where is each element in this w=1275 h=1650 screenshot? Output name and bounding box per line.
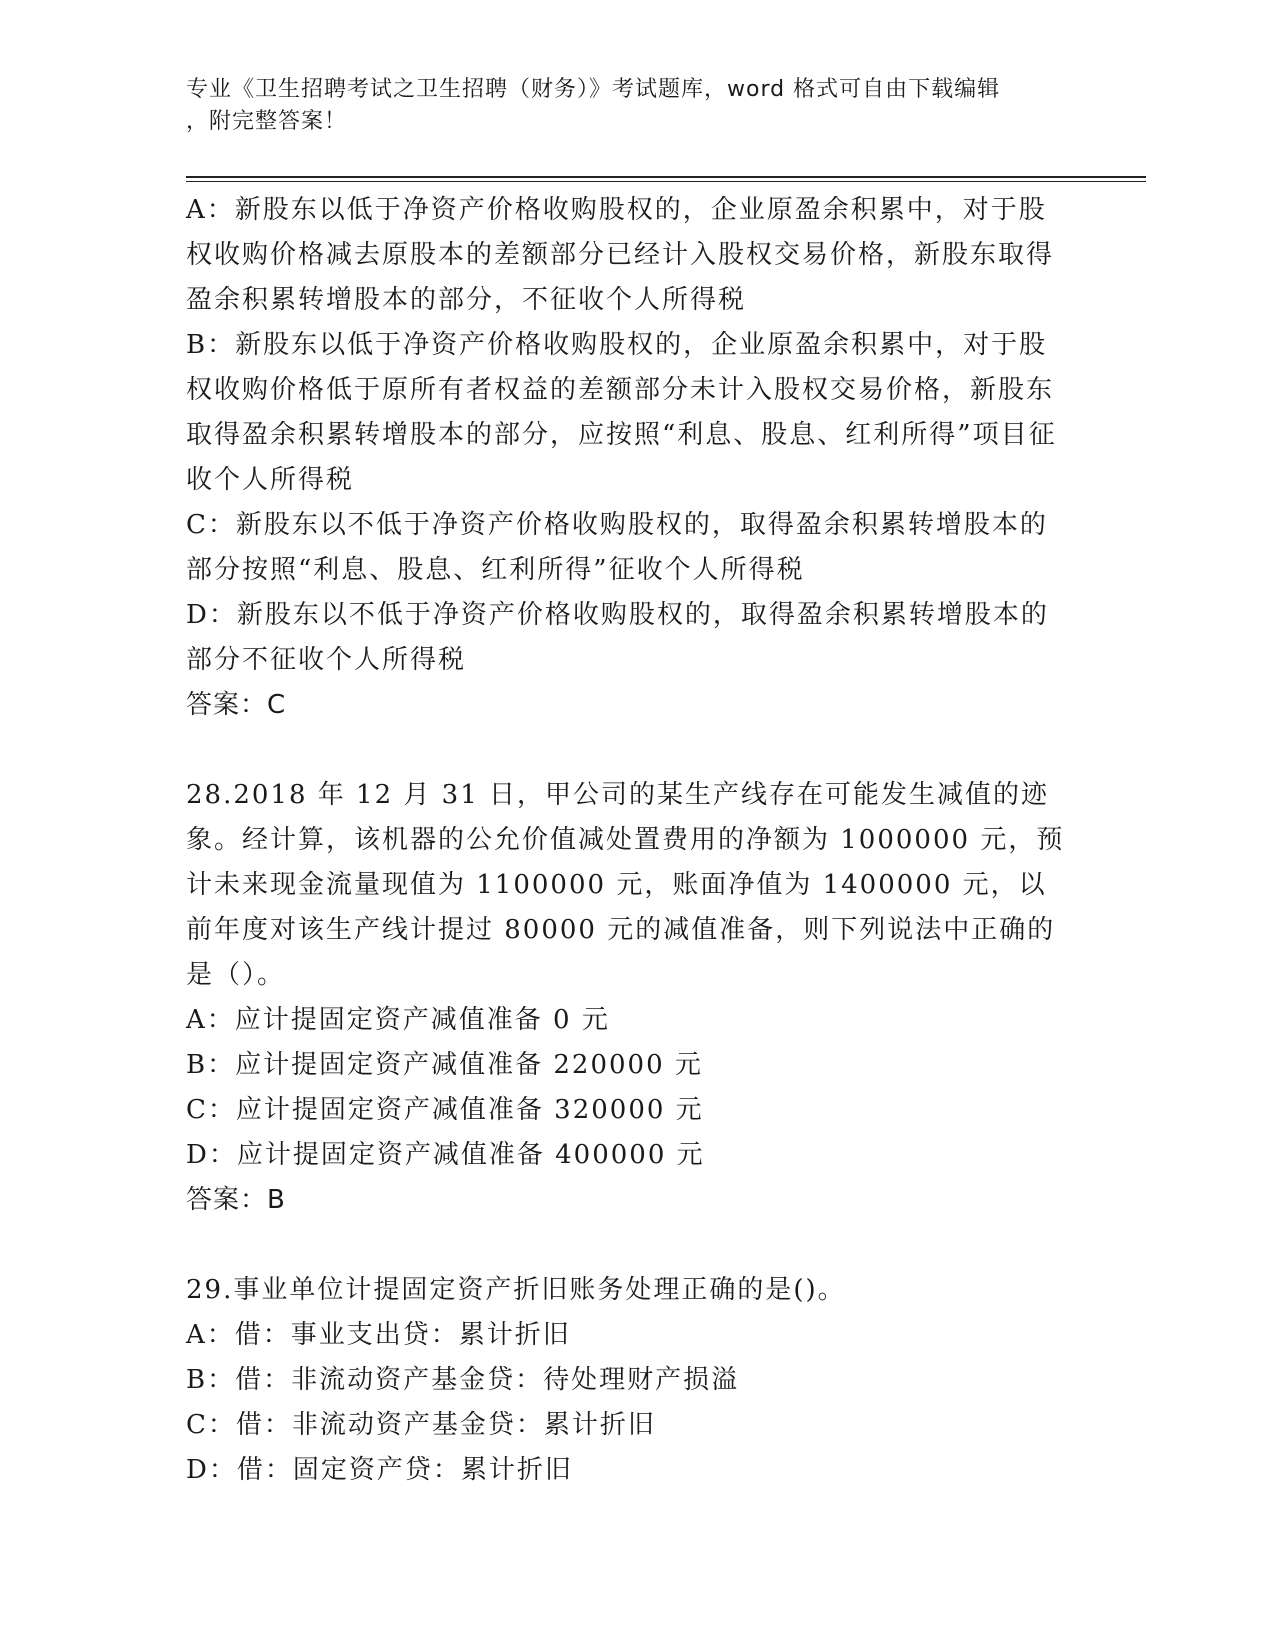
- spacer: [186, 1223, 1066, 1268]
- q29-option-a: A：借：事业支出贷：累计折旧: [186, 1320, 571, 1350]
- q28-option-d: D：应计提固定资产减值准备 400000 元: [186, 1140, 705, 1170]
- document-body: [186, 188, 1066, 1493]
- q28-stem: 28.2018 年 12 月 31 日，甲公司的某生产线存在可能发生减值的迹象。经计算，该机器的公允价值减处置费用的净额为 1000000 元，预计未来现金流量现值为 1100000 元，账面净值为 1400000 元，以前年度对该生产线计提过 80000 元的减值准备，则下列说法中正确的是（）。: [186, 780, 1065, 990]
- q28-option-a: A：应计提固定资产减值准备 0 元: [186, 1005, 610, 1035]
- spacer: [186, 728, 1066, 773]
- q29-option-d: D：借：固定资产贷：累计折旧: [186, 1455, 573, 1485]
- q27-option-c: C：新股东以不低于净资产价格收购股权的，取得盈余积累转增股本的部分按照“利息、股息、红利所得”征收个人所得税: [186, 510, 1048, 585]
- question-27: [186, 188, 1066, 728]
- q27-option-d: D：新股东以不低于净资产价格收购股权的，取得盈余积累转增股本的部分不征收个人所得税: [186, 600, 1049, 675]
- q27-option-a: A：新股东以低于净资产价格收购股权的，企业原盈余积累中，对于股权收购价格减去原股本的差额部分已经计入股权交易价格，新股东取得盈余积累转增股本的部分，不征收个人所得税: [186, 195, 1055, 315]
- q28-option-b: B：应计提固定资产减值准备 220000 元: [186, 1050, 703, 1080]
- q29-option-c: C：借：非流动资产基金贷：累计折旧: [186, 1410, 656, 1440]
- header-line-1: 专业《卫生招聘考试之卫生招聘（财务）》考试题库，word 格式可自由下载编辑: [186, 77, 1001, 102]
- page-header: [186, 74, 1066, 138]
- q28-answer: 答案：B: [186, 1185, 286, 1215]
- header-divider-thin: [186, 181, 1146, 182]
- q29-stem: 29.事业单位计提固定资产折旧账务处理正确的是()。: [186, 1275, 846, 1305]
- q28-option-c: C：应计提固定资产减值准备 320000 元: [186, 1095, 704, 1125]
- header-divider-thick: [186, 176, 1146, 178]
- q27-option-b: B：新股东以低于净资产价格收购股权的，企业原盈余积累中，对于股权收购价格低于原所有者权益的差额部分未计入股权交易价格，新股东取得盈余积累转增股本的部分，应按照“利息、股息、红利所得”项目征收个人所得税: [186, 330, 1057, 495]
- question-29: [186, 1268, 1066, 1493]
- q27-answer: 答案：C: [186, 690, 287, 720]
- q29-option-b: B：借：非流动资产基金贷：待处理财产损溢: [186, 1365, 740, 1395]
- header-line-2: ，附完整答案！: [186, 109, 348, 134]
- question-28: [186, 773, 1066, 1223]
